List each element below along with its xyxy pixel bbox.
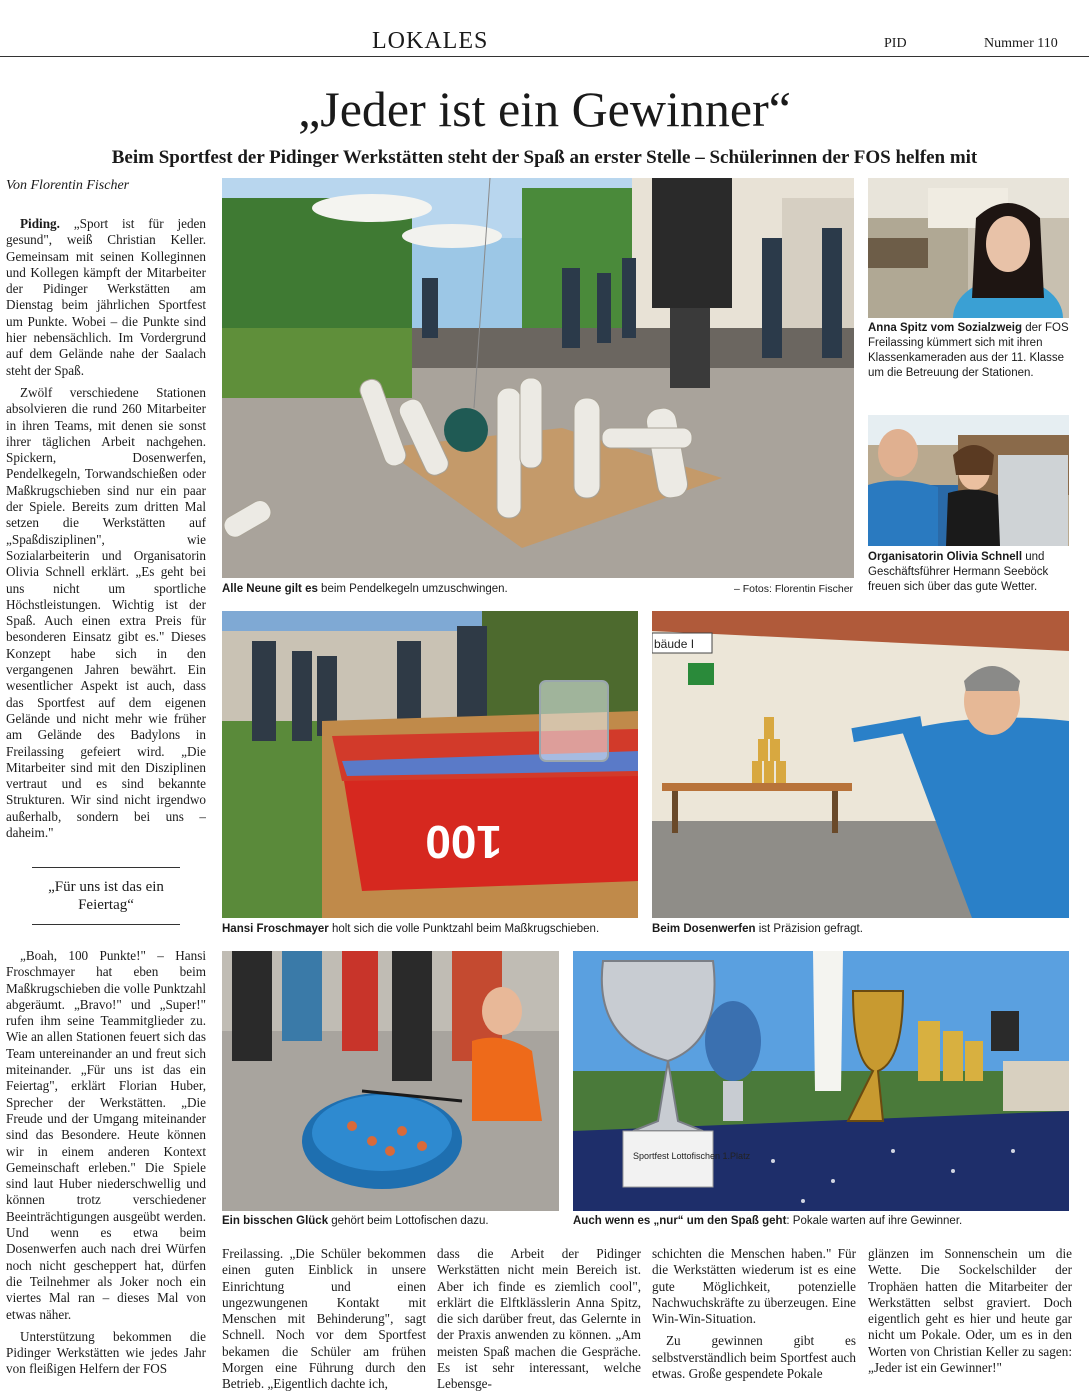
paragraph-3: „Boah, 100 Punkte!" – Hansi Froschmayer hat eben beim Maßkrugschieben die volle Punktzahl abgeräumt. „Bravo!" und „Super!" rufen ihm seine Teammitglieder zu. Wie an allen Stationen feuert sich das Team untereinander an und freut sich miteinander. „Für uns ist das ein Feiertag", erklärt Florian Huber, Sprecher der Werkstätten. „Die Freude und der Umgang miteinander sind das Besondere. Heute können wir in einem anderen Kontext Gemeinschaft erleben." Die Spiele sind laut Huber niederschwellig und können trotz verschiedener Beeinträchtigungen ausgeübt werden. Und wenn es etwa beim Dosenwerfen auch nach drei Würfen noch nicht gescheppert hat, dürfen die Teilnehmer als Joker noch ein viertes Mal ran – dieses Mal von etwas näher. xyxy=(6,948,206,1322)
photo-olivia-schnell xyxy=(868,415,1069,546)
column-5 xyxy=(868,1246,1072,1396)
caption-pendelkegeln-text: beim Pendelkegeln umzuschwingen. xyxy=(317,583,508,595)
caption-lottofischen xyxy=(222,1214,559,1229)
article-headline: „Jeder ist ein Gewinner“ xyxy=(298,81,791,137)
edition-label: PID xyxy=(884,36,907,51)
issue-number: Nummer 110 xyxy=(984,36,1058,51)
caption-lotto-bold: Ein bisschen Glück xyxy=(222,1215,329,1227)
caption-olivia-text: und Geschäftsführer Hermann Seeböck freuen sich über das gute Wetter. xyxy=(868,551,1049,593)
photo-pendelkegeln xyxy=(222,178,854,578)
caption-anna-bold: Anna Spitz vom Sozialzweig xyxy=(868,322,1022,334)
quote-rule-top xyxy=(32,867,180,868)
paragraph-col3: dass die Arbeit der Pidinger Werkstätten nicht mein Bereich ist. Aber ich finde es ziemlich cool", erklärt die Elftklässlerin Anna Spitz, die sich darüber freut, das Gelernte in der Praxis anwenden zu können. „Am meisten Spaß machen die Gespräche. Es ist sehr interessant, welche Lebensge- xyxy=(437,1246,641,1392)
caption-anna-text: der FOS Freilassing kümmert sich mit ihren Klassenkameraden aus der 11. Klasse um die Betreuung der Stationen. xyxy=(868,322,1069,379)
caption-masskrug xyxy=(222,922,642,937)
caption-dosen-text: ist Präzision gefragt. xyxy=(755,923,863,935)
dateline: Piding. xyxy=(20,216,60,231)
paragraph-col5: glänzen im Sonnenschein um die Wette. Die Sockelschilder der Trophäen hatten die Mitarbeiter der Werkstätten selbst graviert. Doch eigentlich geht es hier und heute gar nicht um Pokale. Oder, um es in den Worten von Christian Keller zu sagen: „Jeder ist ein Gewinner!" xyxy=(868,1246,1072,1376)
pull-quote xyxy=(32,861,180,931)
article-subheadline: Beim Sportfest der Pidinger Werkstätten steht der Spaß an erster Stelle – Schülerinnen der FOS helfen mit xyxy=(111,147,978,168)
caption-pokale xyxy=(573,1214,1069,1229)
caption-dosenwerfen xyxy=(652,922,1072,937)
caption-pendelkegeln xyxy=(222,582,702,597)
byline: Von Florentin Fischer xyxy=(6,178,130,193)
caption-olivia-bold: Organisatorin Olivia Schnell xyxy=(868,551,1023,563)
caption-masskrug-bold: Hansi Froschmayer xyxy=(222,923,329,935)
caption-lotto-text: gehört beim Lottofischen dazu. xyxy=(328,1215,489,1227)
column-3 xyxy=(437,1246,641,1396)
column-4 xyxy=(652,1246,856,1396)
section-title: LOKALES xyxy=(372,28,489,54)
paragraph-2: Zwölf verschiedene Stationen absolvieren die rund 260 Mitarbeiter in ihren Teams, mit denen sie sonst ihrer täglichen Arbeit nachgehen. Spickern, Dosenwerfen, Pendelkegeln, Torwandschießen oder Maßkrugschieben sind nur ein paar der Spiele. Bereits zum dritten Mal setzen die Werkstätten auf „Spaßdisziplinen", wie Sozialarbeiterin und Organisatorin Olivia Schnell erklärt. „Es geht bei uns nicht um sportliche Höchstleistungen. Wichtig ist der Spaß. Auch einen extra Preis für besonderen Einsatz gibt es." Dieses Konzept habe sich in den vergangenen Jahren bewährt. Ein wesentlicher Aspekt ist auch, dass das Sportfest auf dem eigenen Gelände und nicht mehr wie früher am Gelände des Badylons in Freilassing gefeiert wird. „Die Mitarbeiter sind mit den Disziplinen vertraut und es sind bekannte Strukturen. Wir sind nicht irgendwo außerhalb, sondern bei uns – daheim." xyxy=(6,384,206,840)
photo-anna-spitz xyxy=(868,178,1069,318)
paragraph-col4b: Zu gewinnen gibt es selbstverständlich beim Sportfest auch etwas. Große gespendete Pokale xyxy=(652,1333,856,1382)
trophy-plaque-text: Sportfest Lottofischen 1.Platz xyxy=(633,1151,751,1161)
caption-anna-spitz xyxy=(868,321,1069,381)
photo-pokale xyxy=(573,951,1069,1211)
caption-masskrug-text: holt sich die volle Punktzahl beim Maßkrugschieben. xyxy=(328,923,600,935)
paragraph-4: Unterstützung bekommen die Pidinger Werkstätten wie jedes Jahr von fleißigen Helfern der FOS xyxy=(6,1328,206,1377)
photo-lottofischen xyxy=(222,951,559,1211)
caption-pendelkegeln-bold: Alle Neune gilt es xyxy=(222,583,318,595)
column-1-top xyxy=(6,216,206,856)
photo-masskrugschieben xyxy=(222,611,638,918)
paragraph-col2: Freilassing. „Die Schüler bekommen einen guten Einblick in unsere Einrichtung und einen ungezwungenen Kontakt mit Menschen mit Behinderung", sagt Schnell. Noch vor dem Sportfest bekamen die Schüler am frühen Morgen eine Führung durch den Betrieb. „Eigentlich dachte ich, xyxy=(222,1246,426,1392)
header-rule xyxy=(0,56,1089,57)
photo-dosenwerfen xyxy=(652,611,1069,918)
caption-pokale-bold: Auch wenn es „nur“ um den Spaß geht xyxy=(573,1215,787,1227)
paragraph-col4a: schichten die Menschen haben." Für die Werkstätten wiederum ist es eine gute Möglichkeit, potenzielle Nachwuchskräfte zu überzeugen. Eine Win-Win-Situation. xyxy=(652,1246,856,1327)
caption-dosen-bold: Beim Dosenwerfen xyxy=(652,923,756,935)
column-2 xyxy=(222,1246,426,1396)
paragraph-1: „Sport ist für jeden gesund", weiß Christian Keller. Gemeinsam mit seinen Kolleginnen und Kollegen kämpft der Mitarbeiter der Pidinger Werkstätten am Dienstag beim jährlichen Sportfest um Punkte. Wobei – die Punkte sind hier nebensächlich. Im Vordergrund auf dem Gelände nahe der Saalach steht der Spaß. xyxy=(6,216,206,378)
photo-credit: – Fotos: Florentin Fischer xyxy=(734,583,854,595)
column-1-bottom xyxy=(6,948,206,1394)
quote-rule-bottom xyxy=(32,924,180,925)
building-sign-text: bäude I xyxy=(654,637,695,651)
caption-pokale-text: : Pokale warten auf ihre Gewinner. xyxy=(786,1215,963,1227)
caption-olivia-schnell xyxy=(868,550,1069,595)
pull-quote-text: „Für uns ist das ein Feiertag“ xyxy=(48,879,164,913)
sign-100-text: 100 xyxy=(425,816,502,868)
